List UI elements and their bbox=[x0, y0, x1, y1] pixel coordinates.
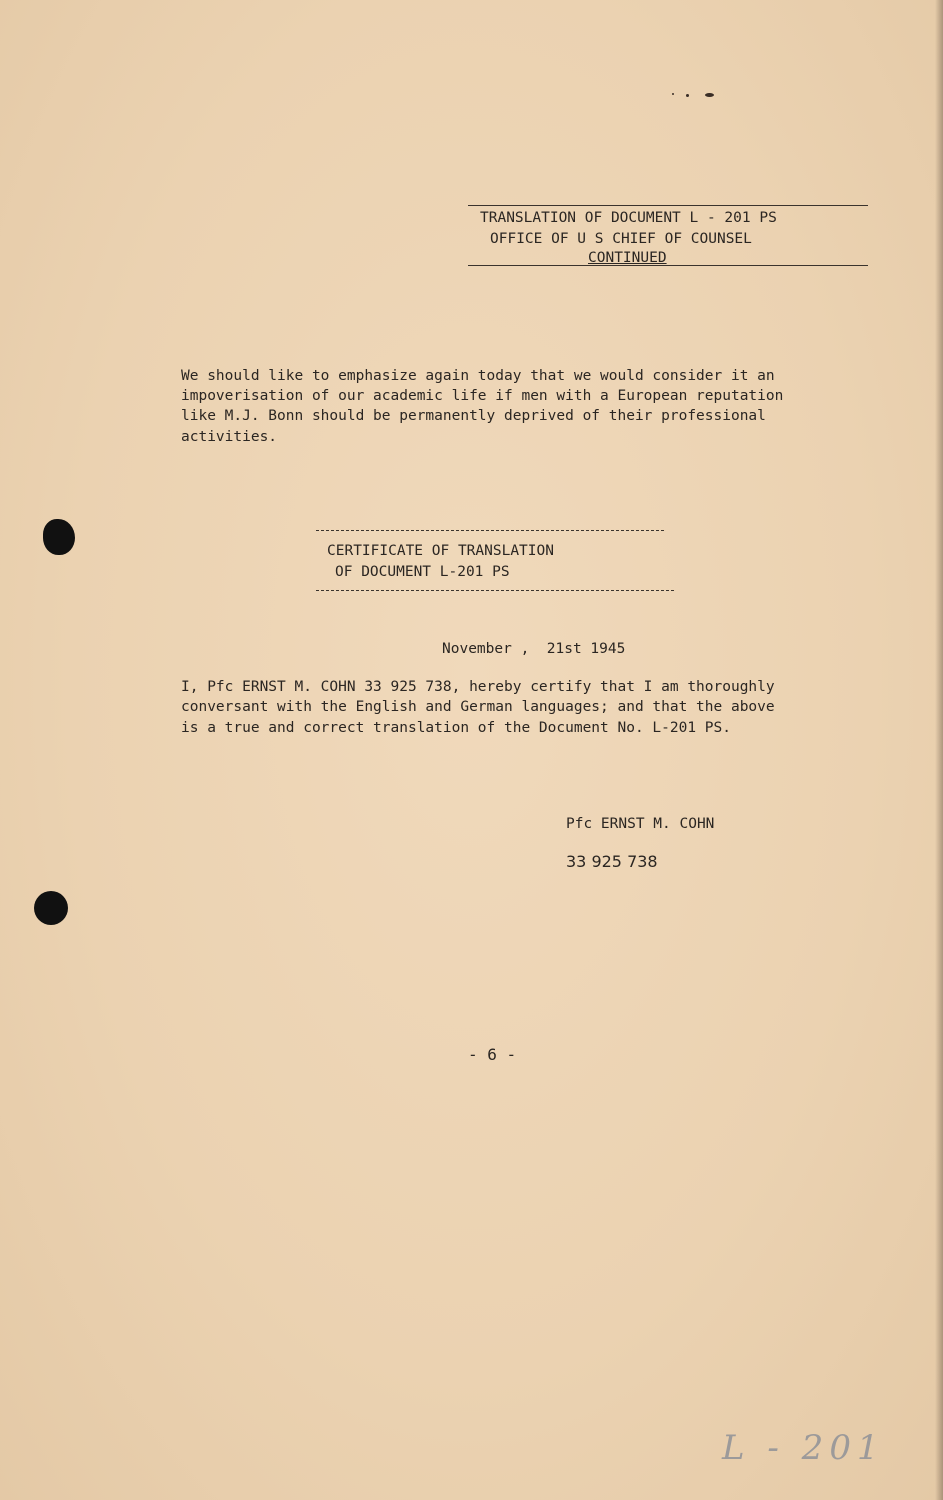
paragraph-line: We should like to emphasize again today that we would consider it an bbox=[181, 368, 775, 384]
page-number: - 6 - bbox=[468, 1045, 517, 1064]
handwritten-mark: L - 201 bbox=[722, 1428, 885, 1468]
certificate-document: OF DOCUMENT L-201 PS bbox=[335, 564, 510, 580]
punch-hole-top bbox=[43, 519, 75, 555]
statement-line: conversant with the English and German languages; and that the above bbox=[181, 699, 775, 715]
statement-line: I, Pfc ERNST M. COHN 33 925 738, hereby certify that I am thoroughly bbox=[181, 679, 775, 695]
certificate-top-dashes bbox=[316, 530, 664, 531]
paragraph-line: activities. bbox=[181, 429, 278, 445]
statement-line: is a true and correct translation of the Document No. L-201 PS. bbox=[181, 720, 731, 736]
header-title: TRANSLATION OF DOCUMENT L - 201 PS bbox=[480, 210, 777, 226]
certificate-bottom-dashes bbox=[316, 590, 674, 591]
header-continued: CONTINUED bbox=[588, 250, 667, 266]
header-top-rule bbox=[468, 205, 868, 206]
paragraph-line: impoverisation of our academic life if men with a European reputation bbox=[181, 388, 784, 404]
page-edge-shadow bbox=[935, 0, 943, 1500]
header-bottom-rule bbox=[468, 265, 868, 266]
signature-name: Pfc ERNST M. COHN bbox=[566, 816, 715, 832]
certificate-title: CERTIFICATE OF TRANSLATION bbox=[327, 543, 554, 559]
speck-mark bbox=[672, 93, 674, 95]
header-office: OFFICE OF U S CHIEF OF COUNSEL bbox=[490, 231, 752, 247]
certificate-date: November , 21st 1945 bbox=[442, 641, 626, 657]
punch-hole-bottom bbox=[34, 891, 68, 925]
paragraph-line: like M.J. Bonn should be permanently deprived of their professional bbox=[181, 408, 766, 424]
speck-mark bbox=[705, 93, 714, 97]
speck-mark bbox=[686, 94, 689, 97]
signature-number: 33 925 738 bbox=[566, 852, 658, 871]
